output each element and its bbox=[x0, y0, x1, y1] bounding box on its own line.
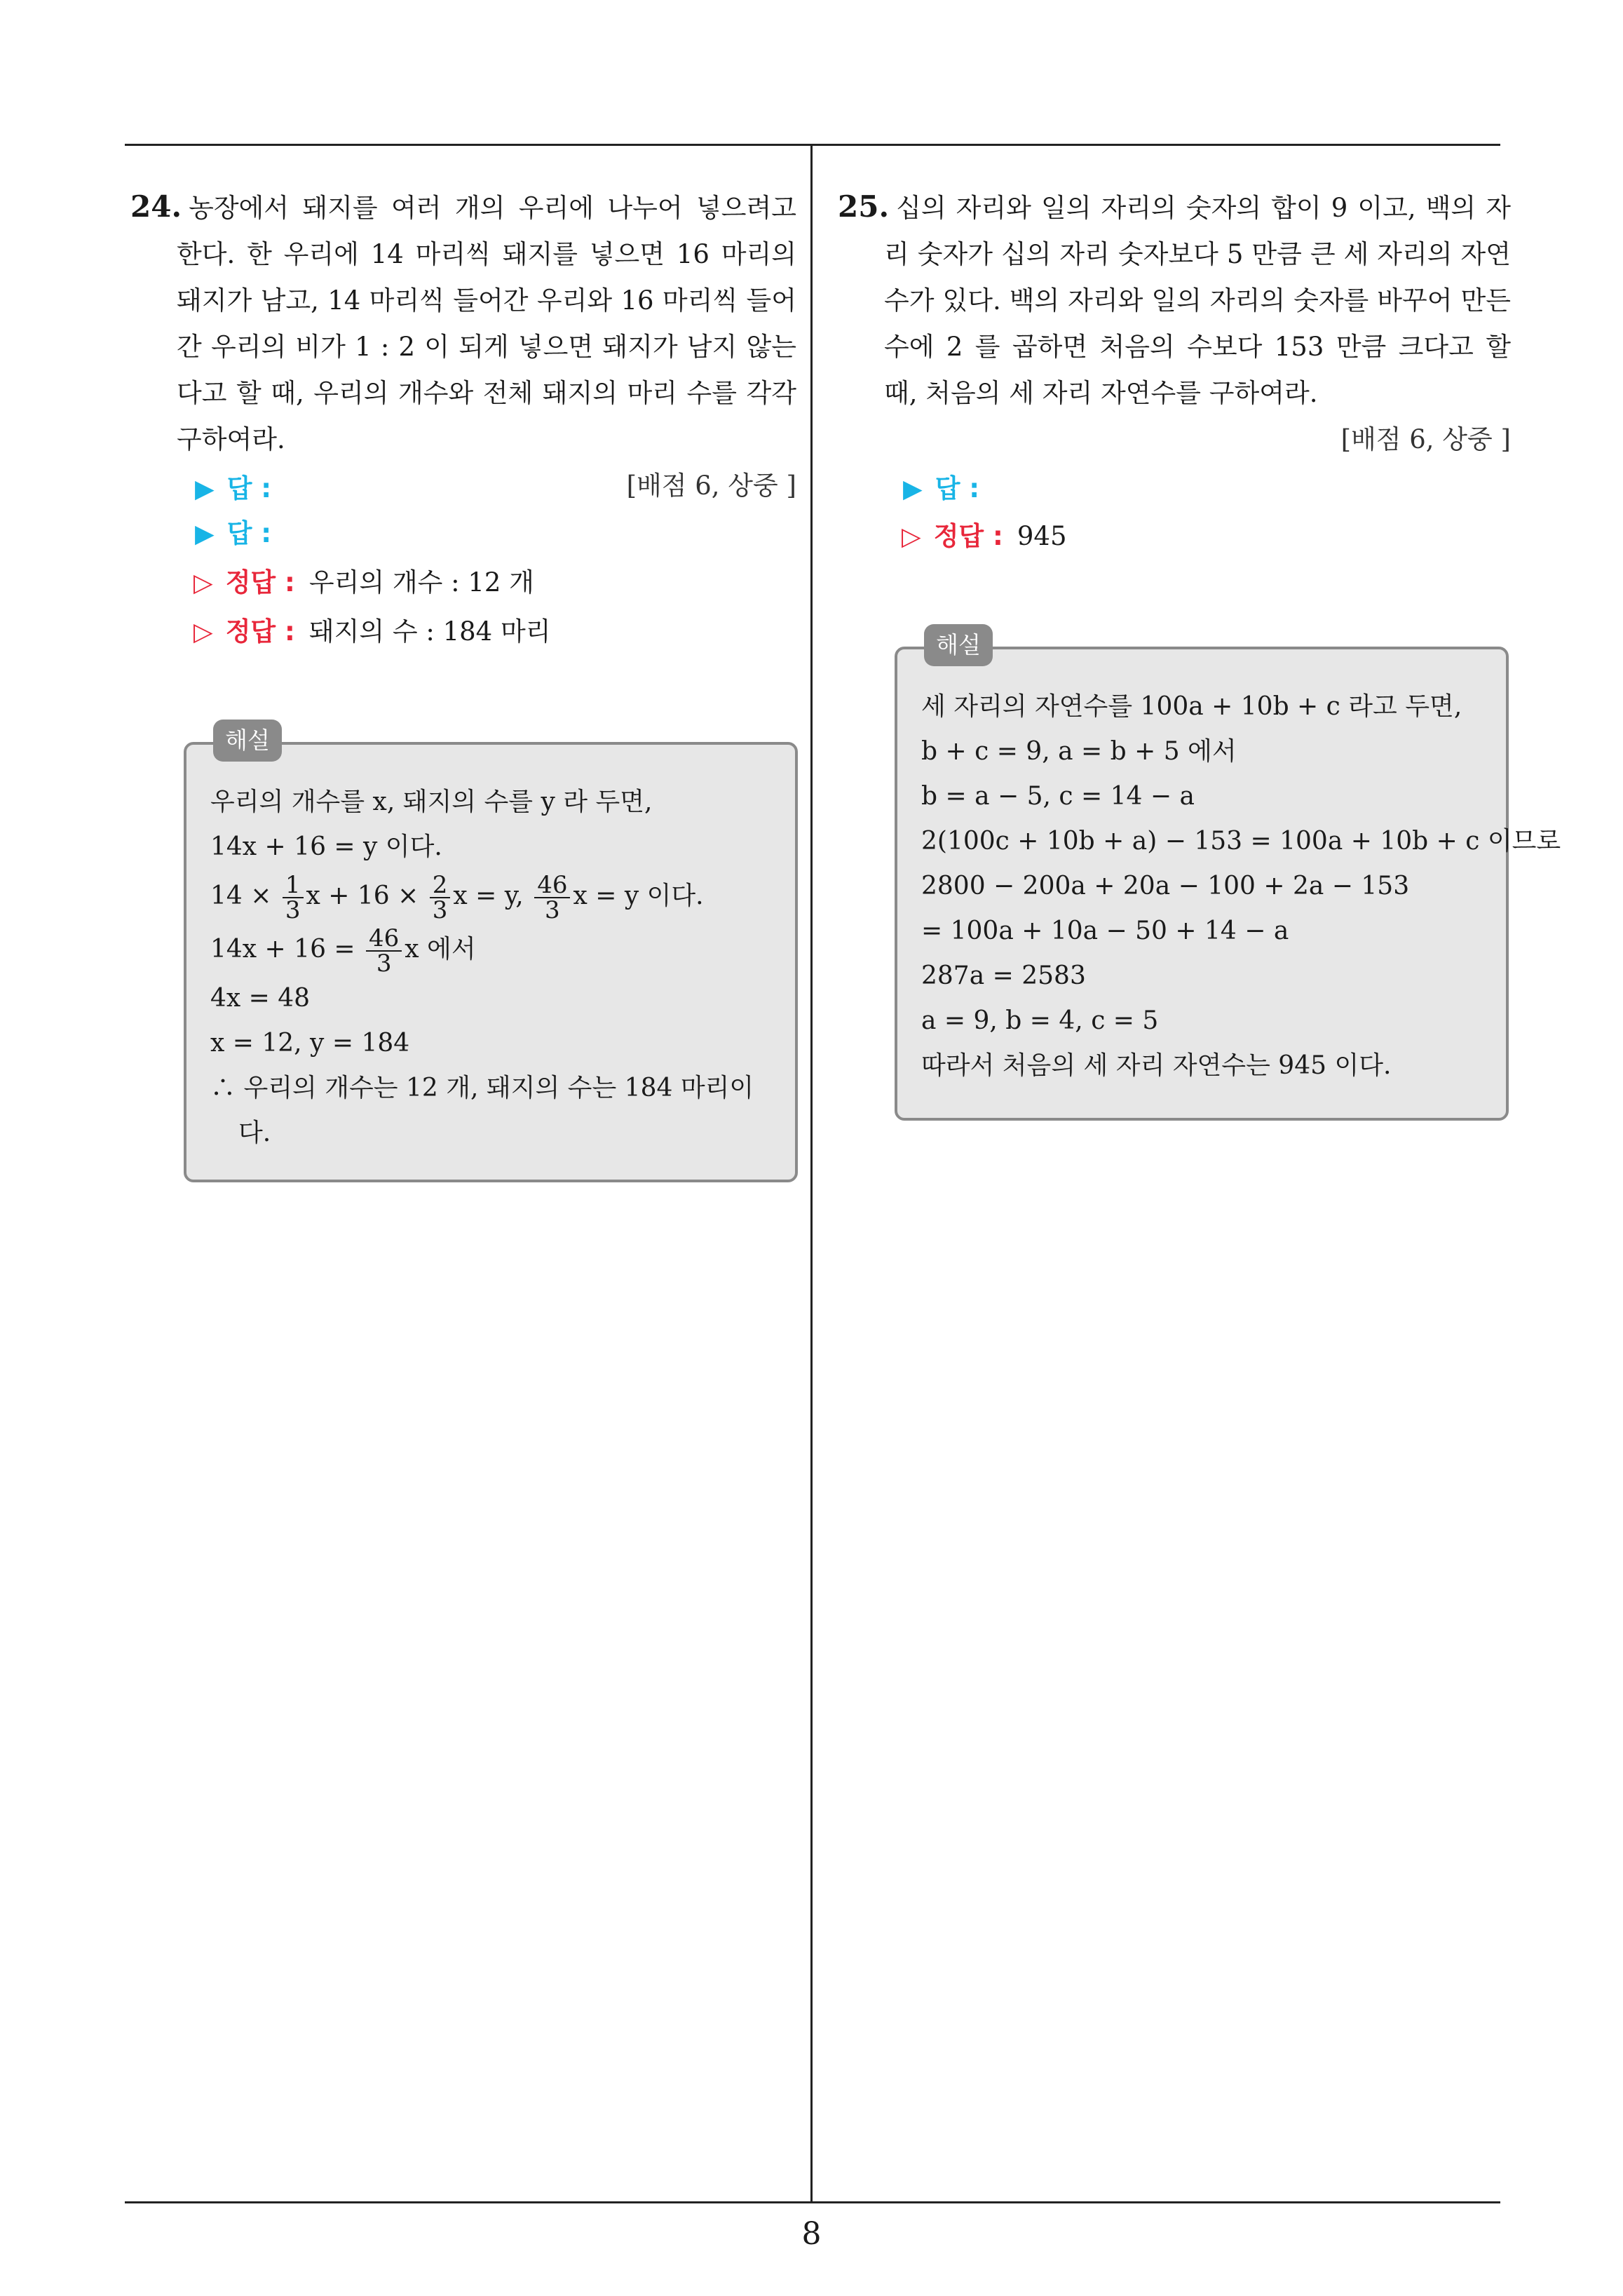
explanation-line bbox=[210, 870, 778, 923]
correct-answer-value: 돼지의 수 : 184 마리 bbox=[308, 616, 551, 647]
problem-25-text bbox=[838, 184, 1511, 417]
fraction bbox=[534, 873, 570, 922]
explanation-box-25 bbox=[895, 631, 1561, 1121]
outline-triangle-icon: ▷ bbox=[193, 569, 213, 597]
expr-part: x + 16 × bbox=[306, 882, 419, 910]
explanation-line bbox=[210, 923, 778, 976]
explanation-line: 따라서 처음의 세 자리 자연수는 945 이다. bbox=[921, 1051, 1392, 1080]
points-label: [배점 6, 상중 ] bbox=[1340, 424, 1511, 454]
answer-label: 답 : bbox=[935, 473, 980, 504]
denominator: 3 bbox=[376, 950, 392, 978]
answer-line-1 bbox=[903, 471, 979, 507]
problem-number: 24. bbox=[130, 189, 182, 224]
correct-answer-1 bbox=[193, 565, 534, 601]
denominator: 3 bbox=[432, 896, 448, 924]
problem-24 bbox=[130, 184, 796, 509]
explanation-line: b = a − 5, c = 14 − a bbox=[921, 782, 1195, 811]
explanation-tab: 해설 bbox=[924, 624, 993, 666]
explanation-line: 287a = 2583 bbox=[921, 961, 1086, 990]
correct-label: 정답 : bbox=[225, 567, 295, 597]
explanation-line: 2(100c + 10b + a) − 153 = 100a + 10b + c 이므로 bbox=[921, 827, 1561, 856]
explanation-line: x = 12, y = 184 bbox=[210, 1029, 410, 1058]
column-divider bbox=[810, 144, 813, 2203]
numerator: 2 bbox=[430, 873, 451, 898]
explanation-line: b + c = 9, a = b + 5 에서 bbox=[921, 737, 1237, 766]
explanation-box-24 bbox=[184, 727, 798, 1182]
correct-label: 정답 : bbox=[225, 616, 295, 647]
expr-part: x = y 이다. bbox=[573, 882, 704, 910]
problem-number: 25. bbox=[838, 189, 890, 224]
explanation-line: = 100a + 10a − 50 + 14 − a bbox=[921, 917, 1289, 945]
answer-line-2 bbox=[195, 516, 271, 552]
expr-part: 14x + 16 = bbox=[210, 935, 355, 964]
outline-triangle-icon: ▷ bbox=[193, 618, 213, 647]
play-triangle-icon: ▶ bbox=[903, 475, 923, 504]
expr-part: x = y, bbox=[453, 882, 524, 910]
explanation-line: 2800 − 200a + 20a − 100 + 2a − 153 bbox=[921, 872, 1410, 900]
top-rule bbox=[125, 144, 1500, 146]
numerator: 46 bbox=[534, 873, 570, 898]
page-number: 8 bbox=[801, 2216, 822, 2252]
fraction bbox=[283, 873, 304, 922]
denominator: 3 bbox=[545, 896, 560, 924]
explanation-line: 세 자리의 자연수를 100a + 10b + c 라고 두면, bbox=[921, 692, 1462, 721]
problem-24-text bbox=[130, 184, 796, 463]
problem-statement: 농장에서 돼지를 여러 개의 우리에 나누어 넣으려고 한다. 한 우리에 14 마리씩 돼지를 넣으면 16 마리의 돼지가 남고, 14 마리씩 들어간 우리와 16 마리씩 들어간 우리의 비가 1 : 2 이 되게 넣으면 돼지가 남지 않는다고 할 때, 우리의 개수와 전체 돼지의 마리 수를 각각 구하여라. bbox=[177, 193, 796, 454]
answer-line-1 bbox=[195, 471, 271, 507]
explanation-body bbox=[921, 684, 1561, 1088]
outline-triangle-icon: ▷ bbox=[902, 522, 921, 551]
answer-label: 답 : bbox=[226, 473, 272, 504]
problem-statement: 십의 자리와 일의 자리의 숫자의 합이 9 이고, 백의 자리 숫자가 십의 자리 숫자보다 5 만큼 큰 세 자리의 자연수가 있다. 백의 자리와 일의 자리의 숫자를 바꾸어 만든 수에 2 를 곱하면 처음의 수보다 153 만큼 크다고 할 때, 처음의 세 자리 자연수를 구하여라. bbox=[884, 193, 1511, 408]
problem-25 bbox=[838, 184, 1511, 463]
numerator: 1 bbox=[283, 873, 304, 898]
explanation-line: ∴ 우리의 개수는 12 개, 돼지의 수는 184 마리이다. bbox=[210, 1074, 754, 1147]
answer-label: 답 : bbox=[226, 518, 272, 548]
explanation-tab: 해설 bbox=[213, 720, 282, 762]
numerator: 46 bbox=[366, 926, 402, 952]
explanation-line: 우리의 개수를 x, 돼지의 수를 y 라 두면, bbox=[210, 788, 653, 816]
play-triangle-icon: ▶ bbox=[195, 475, 215, 504]
explanation-line: 4x = 48 bbox=[210, 984, 311, 1013]
explanation-line: 14x + 16 = y 이다. bbox=[210, 832, 442, 861]
correct-answer-1 bbox=[902, 519, 1066, 555]
correct-answer-value: 945 bbox=[1017, 521, 1067, 551]
correct-label: 정답 : bbox=[933, 521, 1003, 551]
correct-answer-2 bbox=[193, 614, 550, 650]
points-label: [배점 6, 상중 ] bbox=[626, 471, 796, 501]
explanation-line: a = 9, b = 4, c = 5 bbox=[921, 1006, 1159, 1035]
play-triangle-icon: ▶ bbox=[195, 520, 215, 548]
expr-part: 14 × bbox=[210, 882, 272, 910]
fraction bbox=[430, 873, 451, 922]
fraction bbox=[366, 924, 402, 978]
expr-part: x 에서 bbox=[405, 935, 476, 964]
correct-answer-value: 우리의 개수 : 12 개 bbox=[308, 567, 534, 597]
explanation-body bbox=[210, 780, 778, 1156]
bottom-rule bbox=[125, 2201, 1500, 2203]
denominator: 3 bbox=[285, 896, 301, 924]
